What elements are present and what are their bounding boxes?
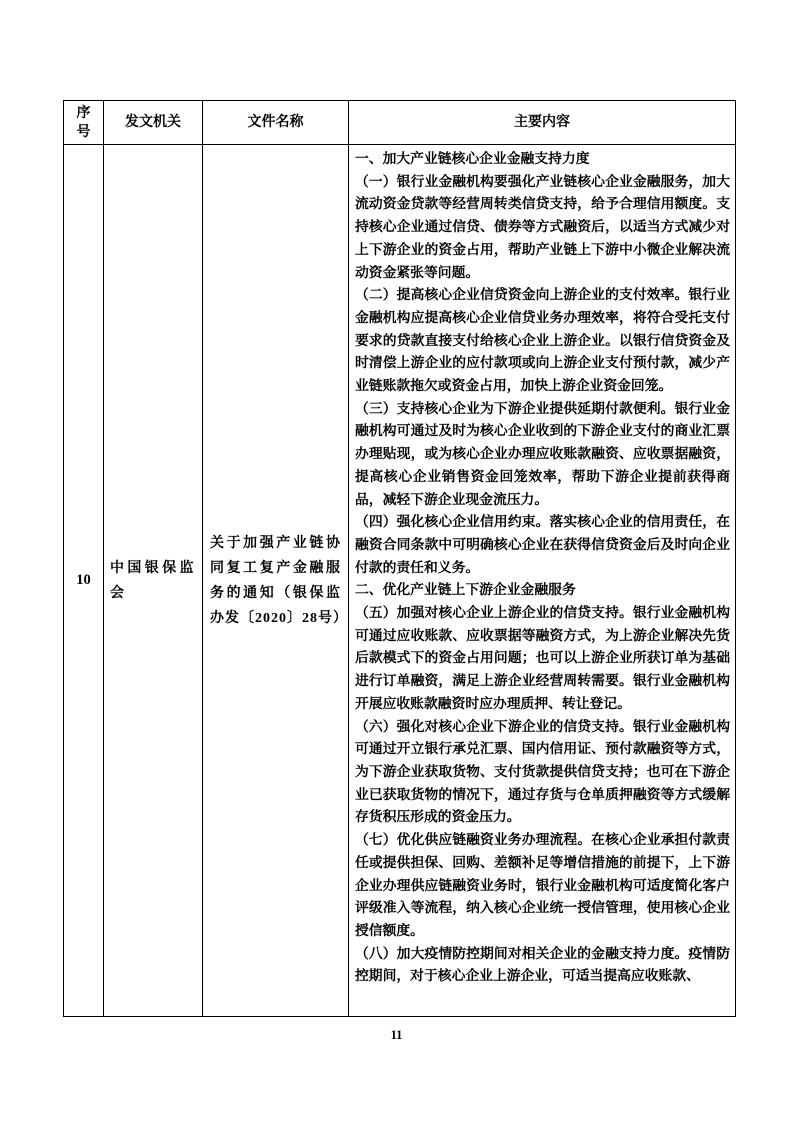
content-paragraph: （二）提高核心企业信贷资金向上游企业的支付效率。银行业金融机构应提高核心企业信贷业务办理效率，将符合受托支付要求的贷款直接支付给核心企业上游企业。以银行信贷资金及时清偿上游企业的应付款项或向上游企业支付预付款，减少产业链账款拖欠或资金占用，加快上游企业资金回笼。 bbox=[355, 287, 730, 394]
content-paragraph: （三）支持核心企业为下游企业提供延期付款便利。银行业金融机构可通过及时为核心企业收到的下游企业支付的商业汇票办理贴现，或为核心企业办理应收账款融资、应收票据融资，提高核心企业销售资金回笼效率，帮助下游企业提前获得商品，减轻下游企业现金流压力。 bbox=[355, 400, 730, 507]
content-paragraph: 二、优化产业链上下游企业金融服务 bbox=[355, 582, 576, 598]
content-paragraph: 一、加大产业链核心企业金融支持力度 bbox=[355, 151, 590, 166]
cell-main-content bbox=[349, 145, 736, 1017]
cell-agency: 中国银保监会 bbox=[104, 145, 203, 1017]
column-header-agency: 发文机关 bbox=[104, 101, 203, 145]
content-paragraph: （一）银行业金融机构要强化产业链核心企业金融服务，加大流动资金贷款等经营周转类信贷支持，给予合理信用额度。支持核心企业通过信贷、债券等方式融资后，以适当方式减少对上下游企业的资金占用，帮助产业链上下游中小微企业解决流动资金紧张等问题。 bbox=[355, 173, 730, 280]
content-paragraph: （八）加大疫情防控期间对相关企业的金融支持力度。疫情防控期间，对于核心企业上游企业，可适当提高应收账款、 bbox=[355, 945, 730, 984]
table-header-row bbox=[64, 101, 736, 145]
cell-file-name: 关于加强产业链协同复工复产金融服务的通知（银保监办发〔2020〕28号） bbox=[203, 145, 349, 1017]
page-number: 11 bbox=[390, 1028, 403, 1042]
column-header-index: 序号 bbox=[64, 101, 104, 145]
table-row bbox=[64, 145, 736, 1017]
content-paragraph: （四）强化核心企业信用约束。落实核心企业的信用责任，在融资合同条款中可明确核心企业在获得信贷资金后及时向企业付款的责任和义务。 bbox=[355, 514, 730, 575]
content-paragraph: （五）加强对核心企业上游企业的信贷支持。银行业金融机构可通过应收账款、应收票据等融资方式，为上游企业解决先货后款模式下的资金占用问题；也可以上游企业所获订单为基础进行订单融资，满足上游企业经营周转需要。银行业金融机构开展应收账款融资时应办理质押、转让登记。 bbox=[355, 605, 730, 711]
content-paragraph: （七）优化供应链融资业务办理流程。在核心企业承担付款责任或提供担保、回购、差额补足等增信措施的前提下，上下游企业办理供应链融资业务时，银行业金融机构可适度简化客户评级准入等流程，纳入核心企业统一授信管理，使用核心企业授信额度。 bbox=[355, 832, 730, 938]
column-header-main-content: 主要内容 bbox=[349, 101, 736, 145]
policy-table bbox=[63, 100, 736, 1017]
content-paragraph: （六）强化对核心企业下游企业的信贷支持。银行业金融机构可通过开立银行承兑汇票、国内信用证、预付款融资等方式，为下游企业获取货物、支付货款提供信贷支持；也可在下游企业已获取货物的情况下，通过存货与仓单质押融资等方式缓解存货积压形成的资金压力。 bbox=[355, 718, 730, 825]
cell-index: 10 bbox=[64, 145, 104, 1017]
column-header-file-name: 文件名称 bbox=[203, 101, 349, 145]
